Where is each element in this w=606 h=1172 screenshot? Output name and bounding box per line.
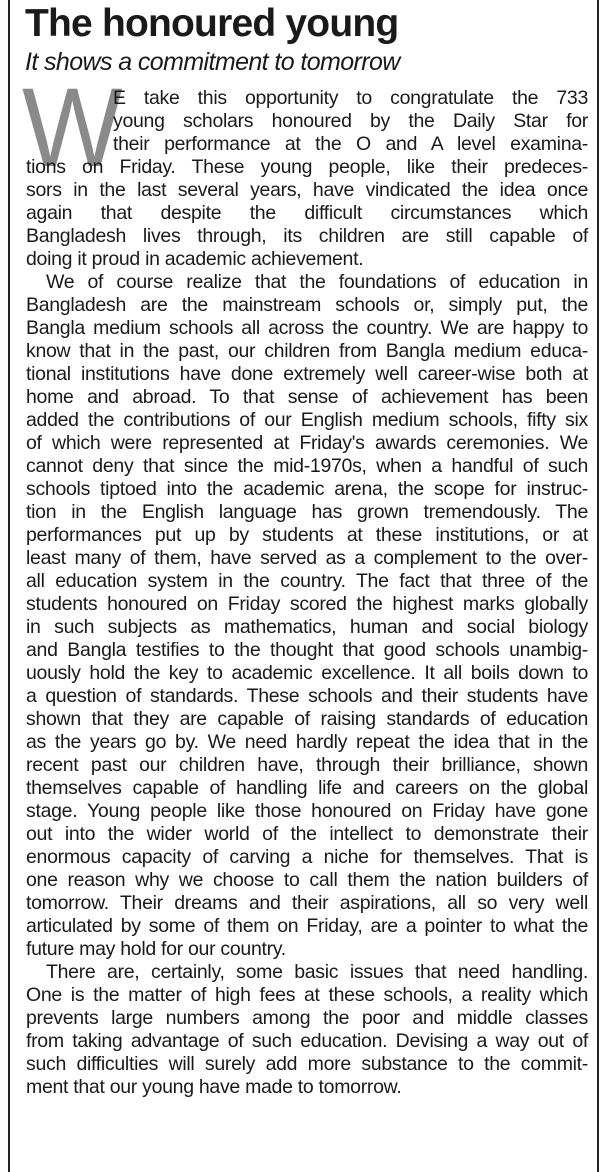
text-line: all education system in the country. The fact that three of the (26, 570, 588, 592)
text-line: prevents large numbers among the poor and middle classes (26, 1007, 588, 1029)
text-line: recent past our children have, through their brilliance, shown (26, 754, 588, 776)
text-line: stage. Young people like those honoured on Friday have gone (26, 800, 588, 822)
article-body (26, 87, 588, 1099)
text-line: performances put up by students at these institutions, or at (26, 524, 588, 546)
text-line: uously hold the key to academic excellence. It all boils down to (26, 662, 588, 684)
text-line: and Bangla testifies to the thought that good schools unambig- (26, 639, 588, 661)
text-line: such difficulties will surely add more substance to the commit- (26, 1053, 588, 1075)
text-line: enormous capacity of carving a niche for themselves. That is (26, 846, 588, 868)
subheadline: It shows a commitment to tomorrow (25, 48, 400, 76)
text-line: young scholars honoured by the Daily Star for (113, 110, 588, 132)
text-line: again that despite the difficult circumstances which (26, 202, 588, 224)
text-line: in such subjects as mathematics, human and social biology (26, 616, 588, 638)
text-line: of which were represented at Friday's awards ceremonies. We (26, 432, 588, 454)
text-line: themselves capable of handling life and careers on the global (26, 777, 588, 799)
text-line: their performance at the O and A level examina- (113, 133, 588, 155)
text-line: schools tiptoed into the academic arena, the scope for instruc- (26, 478, 588, 500)
text-line: E take this opportunity to congratulate the 733 (113, 87, 588, 109)
text-line: as the years go by. We need hardly repeat the idea that in the (26, 731, 588, 753)
text-line: Bangladesh lives through, its children are still capable of (26, 225, 588, 247)
text-line: We of course realize that the foundations of education in (46, 271, 588, 293)
text-line: tional institutions have done extremely well career-wise both at (26, 363, 588, 385)
text-line: One is the matter of high fees at these schools, a reality which (26, 984, 588, 1006)
text-line: one reason why we choose to call them the nation builders of (26, 869, 588, 891)
text-line: Bangla medium schools all across the country. We are happy to (26, 317, 588, 339)
drop-cap: W (22, 65, 123, 190)
text-line: sors in the last several years, have vindicated the idea once (26, 179, 588, 201)
paragraph (26, 87, 588, 271)
text-line: least many of them, have served as a complement to the over- (26, 547, 588, 569)
text-line: There are, certainly, some basic issues that need handling. (46, 961, 588, 983)
text-line: Bangladesh are the mainstream schools or, simply put, the (26, 294, 588, 316)
text-line: know that in the past, our children from Bangla medium educa- (26, 340, 588, 362)
headline: The honoured young (25, 2, 399, 45)
text-line: articulated by some of them on Friday, are a pointer to what the (26, 915, 588, 937)
text-line: future may hold for our country. (26, 938, 286, 960)
text-line: from taking advantage of such education. Devising a way out of (26, 1030, 588, 1052)
text-line: cannot deny that since the mid-1970s, when a handful of such (26, 455, 588, 477)
text-line: students honoured on Friday scored the highest marks globally (26, 593, 588, 615)
text-line: home and abroad. To that sense of achievement has been (26, 386, 588, 408)
text-line: a question of standards. These schools and their students have (26, 685, 588, 707)
text-line: doing it proud in academic achievement. (26, 248, 364, 270)
paragraph (26, 961, 588, 1099)
text-line: out into the wider world of the intellect to demonstrate their (26, 823, 588, 845)
text-line: ment that our young have made to tomorrow. (26, 1076, 402, 1098)
text-line: tions on Friday. These young people, like their predeces- (26, 156, 588, 178)
text-line: shown that they are capable of raising standards of education (26, 708, 588, 730)
text-line: tion in the English language has grown tremendously. The (26, 501, 588, 523)
text-line: added the contributions of our English medium schools, fifty six (26, 409, 588, 431)
text-line: tomorrow. Their dreams and their aspirations, all so very well (26, 892, 588, 914)
paragraph (26, 271, 588, 961)
